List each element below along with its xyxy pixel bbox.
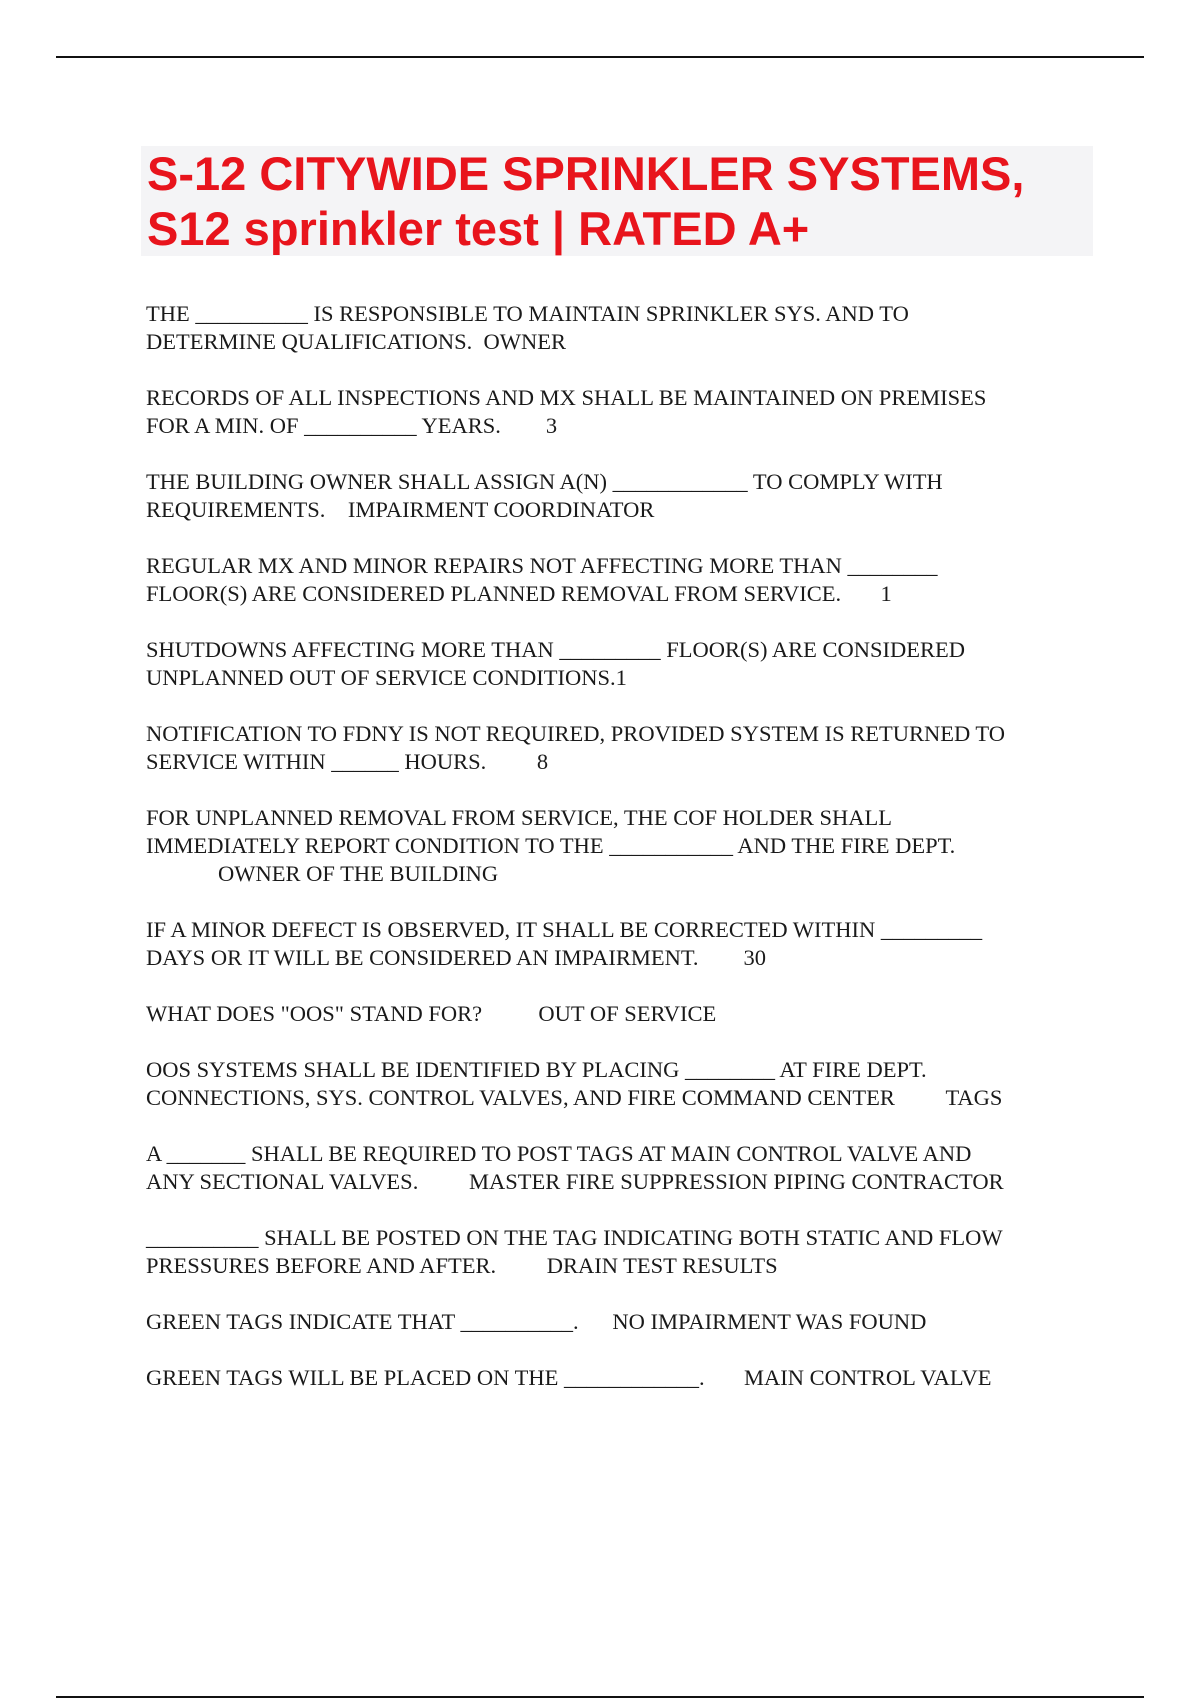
question-text: CONNECTIONS, SYS. CONTROL VALVES, AND FIRE COMMAND CENTER TAGS bbox=[146, 1085, 1003, 1110]
title-line-2: S12 sprinkler test | RATED A+ bbox=[147, 202, 810, 255]
question-text: WHAT DOES "OOS" STAND FOR? OUT OF SERVICE bbox=[146, 1001, 717, 1026]
question-text: OOS SYSTEMS SHALL BE IDENTIFIED BY PLACING ________ AT FIRE DEPT. bbox=[146, 1057, 927, 1082]
question-text: DETERMINE QUALIFICATIONS. OWNER bbox=[146, 329, 566, 354]
question-item-6 bbox=[146, 720, 1106, 776]
question-text: GREEN TAGS WILL BE PLACED ON THE ____________. MAIN CONTROL VALVE bbox=[146, 1365, 992, 1390]
question-item-9 bbox=[146, 1000, 1106, 1028]
question-text: FOR UNPLANNED REMOVAL FROM SERVICE, THE COF HOLDER SHALL bbox=[146, 805, 892, 830]
question-text: SHUTDOWNS AFFECTING MORE THAN _________ FLOOR(S) ARE CONSIDERED bbox=[146, 637, 966, 662]
question-text: IMMEDIATELY REPORT CONDITION TO THE ___________ AND THE FIRE DEPT. bbox=[146, 833, 956, 858]
question-item-10 bbox=[146, 1056, 1106, 1112]
question-item-13 bbox=[146, 1308, 1106, 1336]
question-text: IF A MINOR DEFECT IS OBSERVED, IT SHALL BE CORRECTED WITHIN _________ bbox=[146, 917, 983, 942]
question-item-11 bbox=[146, 1140, 1106, 1196]
question-text: FLOOR(S) ARE CONSIDERED PLANNED REMOVAL FROM SERVICE. 1 bbox=[146, 581, 892, 606]
question-text: RECORDS OF ALL INSPECTIONS AND MX SHALL BE MAINTAINED ON PREMISES bbox=[146, 385, 987, 410]
question-text: GREEN TAGS INDICATE THAT __________. NO IMPAIRMENT WAS FOUND bbox=[146, 1309, 927, 1334]
question-text: FOR A MIN. OF __________ YEARS. 3 bbox=[146, 413, 558, 438]
bottom-rule bbox=[56, 1696, 1144, 1698]
document-title bbox=[141, 146, 1093, 256]
answer-text: OWNER OF THE BUILDING bbox=[218, 861, 499, 886]
question-item-1 bbox=[146, 300, 1106, 356]
question-item-8 bbox=[146, 916, 1106, 972]
question-item-5 bbox=[146, 636, 1106, 692]
question-item-14 bbox=[146, 1364, 1106, 1392]
question-item-12 bbox=[146, 1224, 1106, 1280]
question-text: REQUIREMENTS. IMPAIRMENT COORDINATOR bbox=[146, 497, 655, 522]
question-text: SERVICE WITHIN ______ HOURS. 8 bbox=[146, 749, 549, 774]
question-text: NOTIFICATION TO FDNY IS NOT REQUIRED, PROVIDED SYSTEM IS RETURNED TO bbox=[146, 721, 1005, 746]
question-text: __________ SHALL BE POSTED ON THE TAG INDICATING BOTH STATIC AND FLOW bbox=[146, 1225, 1003, 1250]
question-item-7 bbox=[146, 804, 1106, 888]
question-text: A _______ SHALL BE REQUIRED TO POST TAGS AT MAIN CONTROL VALVE AND bbox=[146, 1141, 972, 1166]
question-text: DAYS OR IT WILL BE CONSIDERED AN IMPAIRMENT. 30 bbox=[146, 945, 767, 970]
question-text: PRESSURES BEFORE AND AFTER. DRAIN TEST RESULTS bbox=[146, 1253, 778, 1278]
question-text: UNPLANNED OUT OF SERVICE CONDITIONS.1 bbox=[146, 665, 627, 690]
question-item-4 bbox=[146, 552, 1106, 608]
question-text: THE __________ IS RESPONSIBLE TO MAINTAIN SPRINKLER SYS. AND TO bbox=[146, 301, 909, 326]
question-list bbox=[146, 300, 1106, 1392]
top-rule bbox=[56, 56, 1144, 58]
question-item-2 bbox=[146, 384, 1106, 440]
question-text: REGULAR MX AND MINOR REPAIRS NOT AFFECTING MORE THAN ________ bbox=[146, 553, 938, 578]
question-text: ANY SECTIONAL VALVES. MASTER FIRE SUPPRESSION PIPING CONTRACTOR bbox=[146, 1169, 1004, 1194]
question-text: THE BUILDING OWNER SHALL ASSIGN A(N) ____________ TO COMPLY WITH bbox=[146, 469, 943, 494]
title-line-1: S-12 CITYWIDE SPRINKLER SYSTEMS, bbox=[147, 147, 1025, 200]
question-item-3 bbox=[146, 468, 1106, 524]
